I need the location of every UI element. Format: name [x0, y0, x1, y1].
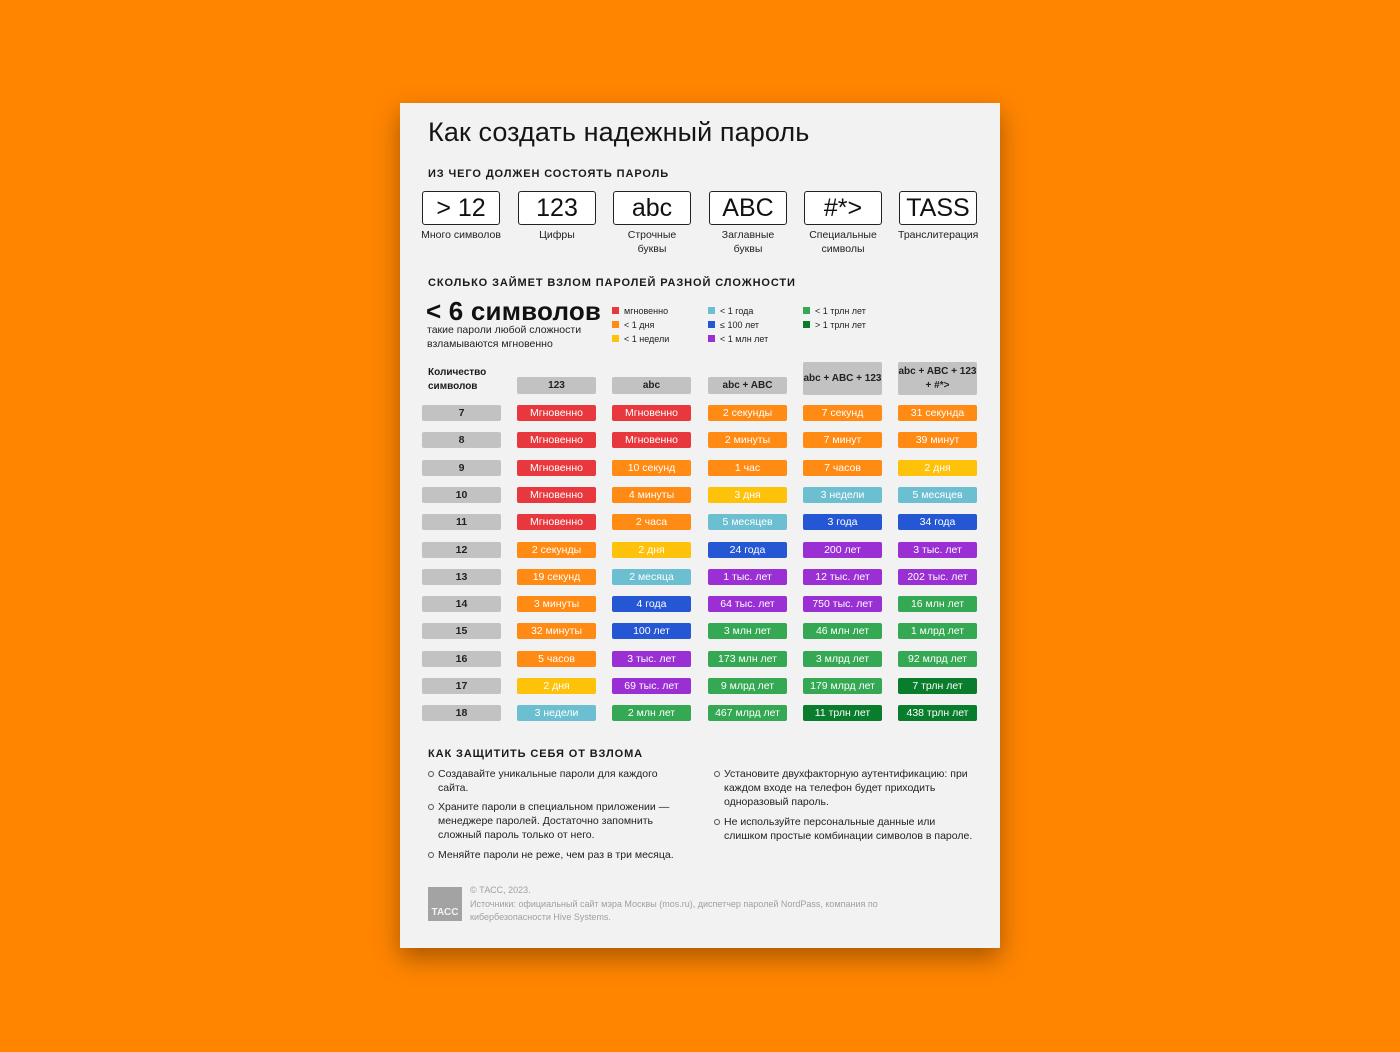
crack-time-cell: 31 секунда — [898, 405, 977, 421]
crack-time-cell: 4 года — [612, 596, 691, 612]
column-header: abc + ABC + 123 + #*> — [898, 362, 977, 395]
section-heading-protection: КАК ЗАЩИТИТЬ СЕБЯ ОТ ВЗЛОМА — [428, 748, 643, 760]
crack-time-cell: 2 месяца — [612, 569, 691, 585]
crack-time-cell: 7 секунд — [803, 405, 882, 421]
section-heading-cracking: СКОЛЬКО ЗАЙМЕТ ВЗЛОМ ПАРОЛЕЙ РАЗНОЙ СЛОЖНОСТИ — [428, 277, 796, 289]
legend-swatch — [708, 321, 715, 328]
short-password-heading: < 6 символов — [426, 296, 602, 326]
crack-time-cell: 19 секунд — [517, 569, 596, 585]
component-symbol: TASS — [899, 191, 977, 225]
tip-text: Создавайте уникальные пароли для каждого сайта. — [438, 768, 658, 794]
legend-item — [612, 334, 669, 345]
crack-time-cell: 2 часа — [612, 514, 691, 530]
crack-time-cell: 2 дня — [898, 460, 977, 476]
crack-time-cell: 2 млн лет — [612, 705, 691, 721]
component-item — [803, 191, 883, 256]
column-header: abc + ABC — [708, 377, 787, 394]
crack-time-cell: 11 трлн лет — [803, 705, 882, 721]
footer — [470, 884, 910, 925]
crack-time-cell: Мгновенно — [517, 487, 596, 503]
crack-time-cell: 3 тыс. лет — [898, 542, 977, 558]
bullet-icon — [428, 771, 434, 777]
component-label: Цифры — [539, 229, 575, 241]
component-item — [708, 191, 788, 256]
tip-item — [714, 768, 974, 809]
length-cell: 12 — [422, 542, 501, 558]
legend-label: > 1 трлн лет — [815, 320, 866, 330]
crack-time-cell: 46 млн лет — [803, 623, 882, 639]
length-cell: 18 — [422, 705, 501, 721]
crack-time-cell: Мгновенно — [517, 460, 596, 476]
crack-time-cell: 9 млрд лет — [708, 678, 787, 694]
legend-item — [612, 320, 654, 331]
crack-time-cell: 1 млрд лет — [898, 623, 977, 639]
length-cell: 8 — [422, 432, 501, 448]
legend-item — [803, 306, 866, 317]
crack-time-cell: 3 млн лет — [708, 623, 787, 639]
legend-swatch — [612, 321, 619, 328]
crack-time-cell: Мгновенно — [517, 514, 596, 530]
length-cell: 7 — [422, 405, 501, 421]
crack-time-cell: 2 секунды — [708, 405, 787, 421]
crack-time-cell: 24 года — [708, 542, 787, 558]
component-label: Заглавные буквы — [721, 229, 775, 255]
crack-time-cell: 2 дня — [517, 678, 596, 694]
sources: Источники: официальный сайт мэра Москвы (mos.ru), диспетчер паролей NordPass, компания по кибербезопасности Hive Systems. — [470, 898, 878, 922]
crack-time-cell: 5 часов — [517, 651, 596, 667]
crack-time-cell: 2 минуты — [708, 432, 787, 448]
crack-time-cell: 3 года — [803, 514, 882, 530]
component-symbol: 123 — [518, 191, 596, 225]
legend-swatch — [708, 307, 715, 314]
crack-time-cell: 92 млрд лет — [898, 651, 977, 667]
infographic-sheet — [400, 103, 1000, 948]
section-heading-composition: ИЗ ЧЕГО ДОЛЖЕН СОСТОЯТЬ ПАРОЛЬ — [428, 168, 670, 180]
legend-label: < 1 года — [720, 306, 754, 316]
tip-item — [428, 849, 683, 863]
crack-time-cell: 2 секунды — [517, 542, 596, 558]
crack-time-cell: 34 года — [898, 514, 977, 530]
row-header: Количество символов — [428, 367, 487, 392]
tip-text: Установите двухфакторную аутентификацию: при каждом входе на телефон будет приходить одноразовый пароль. — [724, 768, 968, 808]
component-symbol: ABC — [709, 191, 787, 225]
crack-time-cell: Мгновенно — [612, 405, 691, 421]
crack-time-cell: 4 минуты — [612, 487, 691, 503]
short-password-note: такие пароли любой сложности взламываются мгновенно — [427, 324, 582, 350]
crack-time-cell: 3 недели — [517, 705, 596, 721]
legend-item — [708, 334, 768, 345]
crack-time-cell: Мгновенно — [517, 405, 596, 421]
length-cell: 17 — [422, 678, 501, 694]
legend-item — [708, 306, 753, 317]
component-item — [898, 191, 978, 243]
crack-time-cell: 10 секунд — [612, 460, 691, 476]
component-symbol: #*> — [804, 191, 882, 225]
crack-time-cell: 173 млн лет — [708, 651, 787, 667]
crack-time-cell: 39 минут — [898, 432, 977, 448]
tip-item — [428, 768, 683, 796]
crack-time-cell: 7 минут — [803, 432, 882, 448]
legend-label: ≤ 100 лет — [720, 320, 760, 330]
logo-text: ТАСС — [431, 907, 459, 918]
bullet-icon — [428, 804, 434, 810]
page-title: Как создать надежный пароль — [428, 117, 810, 147]
legend-item — [803, 320, 866, 331]
crack-time-cell: Мгновенно — [612, 432, 691, 448]
crack-time-cell: 179 млрд лет — [803, 678, 882, 694]
length-cell: 9 — [422, 460, 501, 476]
column-header: abc + ABC + 123 — [803, 362, 882, 395]
bullet-icon — [428, 852, 434, 858]
crack-time-cell: 69 тыс. лет — [612, 678, 691, 694]
tip-text: Храните пароли в специальном приложении — менеджере паролей. Достаточно запомнить сложный пароль только от него. — [438, 801, 670, 841]
component-symbol: abc — [613, 191, 691, 225]
length-cell: 13 — [422, 569, 501, 585]
crack-time-cell: 3 минуты — [517, 596, 596, 612]
crack-time-cell: 3 дня — [708, 487, 787, 503]
component-item — [421, 191, 501, 243]
tass-logo — [428, 887, 462, 921]
column-header: 123 — [517, 377, 596, 394]
column-header: abc — [612, 377, 691, 394]
length-cell: 15 — [422, 623, 501, 639]
crack-time-cell: 16 млн лет — [898, 596, 977, 612]
legend-swatch — [612, 335, 619, 342]
legend-label: < 1 дня — [624, 320, 655, 330]
length-cell: 16 — [422, 651, 501, 667]
crack-time-cell: 438 трлн лет — [898, 705, 977, 721]
crack-time-cell: 202 тыс. лет — [898, 569, 977, 585]
component-item — [612, 191, 692, 256]
length-cell: 10 — [422, 487, 501, 503]
component-label: Строчные буквы — [627, 229, 677, 255]
crack-time-cell: 7 трлн лет — [898, 678, 977, 694]
crack-time-cell: 7 часов — [803, 460, 882, 476]
bullet-icon — [714, 819, 720, 825]
crack-time-cell: 1 час — [708, 460, 787, 476]
legend-swatch — [803, 321, 810, 328]
crack-time-cell: 5 месяцев — [898, 487, 977, 503]
crack-time-cell: 3 тыс. лет — [612, 651, 691, 667]
crack-time-cell: 32 минуты — [517, 623, 596, 639]
component-label: Много символов — [421, 229, 501, 241]
legend-label: < 1 недели — [624, 334, 670, 344]
legend-item — [708, 320, 759, 331]
legend-item — [612, 306, 668, 317]
tip-text: Не используйте персональные данные или слишком простые комбинации символов в пароле. — [724, 816, 973, 842]
tip-text: Меняйте пароли не реже, чем раз в три месяца. — [438, 849, 674, 861]
crack-time-cell: 100 лет — [612, 623, 691, 639]
component-label: Специальные символы — [809, 229, 877, 255]
legend-label: < 1 млн лет — [720, 334, 769, 344]
legend-swatch — [612, 307, 619, 314]
crack-time-cell: 12 тыс. лет — [803, 569, 882, 585]
component-label: Транслитерация — [898, 229, 979, 241]
legend-swatch — [708, 335, 715, 342]
crack-time-cell: 3 млрд лет — [803, 651, 882, 667]
crack-time-cell: 64 тыс. лет — [708, 596, 787, 612]
component-symbol: > 12 — [422, 191, 500, 225]
tip-item — [428, 801, 683, 842]
crack-time-cell: Мгновенно — [517, 432, 596, 448]
crack-time-cell: 3 недели — [803, 487, 882, 503]
copyright: © ТАСС, 2023. — [470, 885, 531, 895]
length-cell: 11 — [422, 514, 501, 530]
tip-item — [714, 816, 974, 844]
crack-time-cell: 5 месяцев — [708, 514, 787, 530]
crack-time-cell: 750 тыс. лет — [803, 596, 882, 612]
legend-swatch — [803, 307, 810, 314]
bullet-icon — [714, 771, 720, 777]
legend-label: мгновенно — [624, 306, 669, 316]
crack-time-cell: 200 лет — [803, 542, 882, 558]
component-item — [517, 191, 597, 243]
length-cell: 14 — [422, 596, 501, 612]
crack-time-cell: 1 тыс. лет — [708, 569, 787, 585]
crack-time-cell: 2 дня — [612, 542, 691, 558]
legend-label: < 1 трлн лет — [815, 306, 866, 316]
crack-time-cell: 467 млрд лет — [708, 705, 787, 721]
